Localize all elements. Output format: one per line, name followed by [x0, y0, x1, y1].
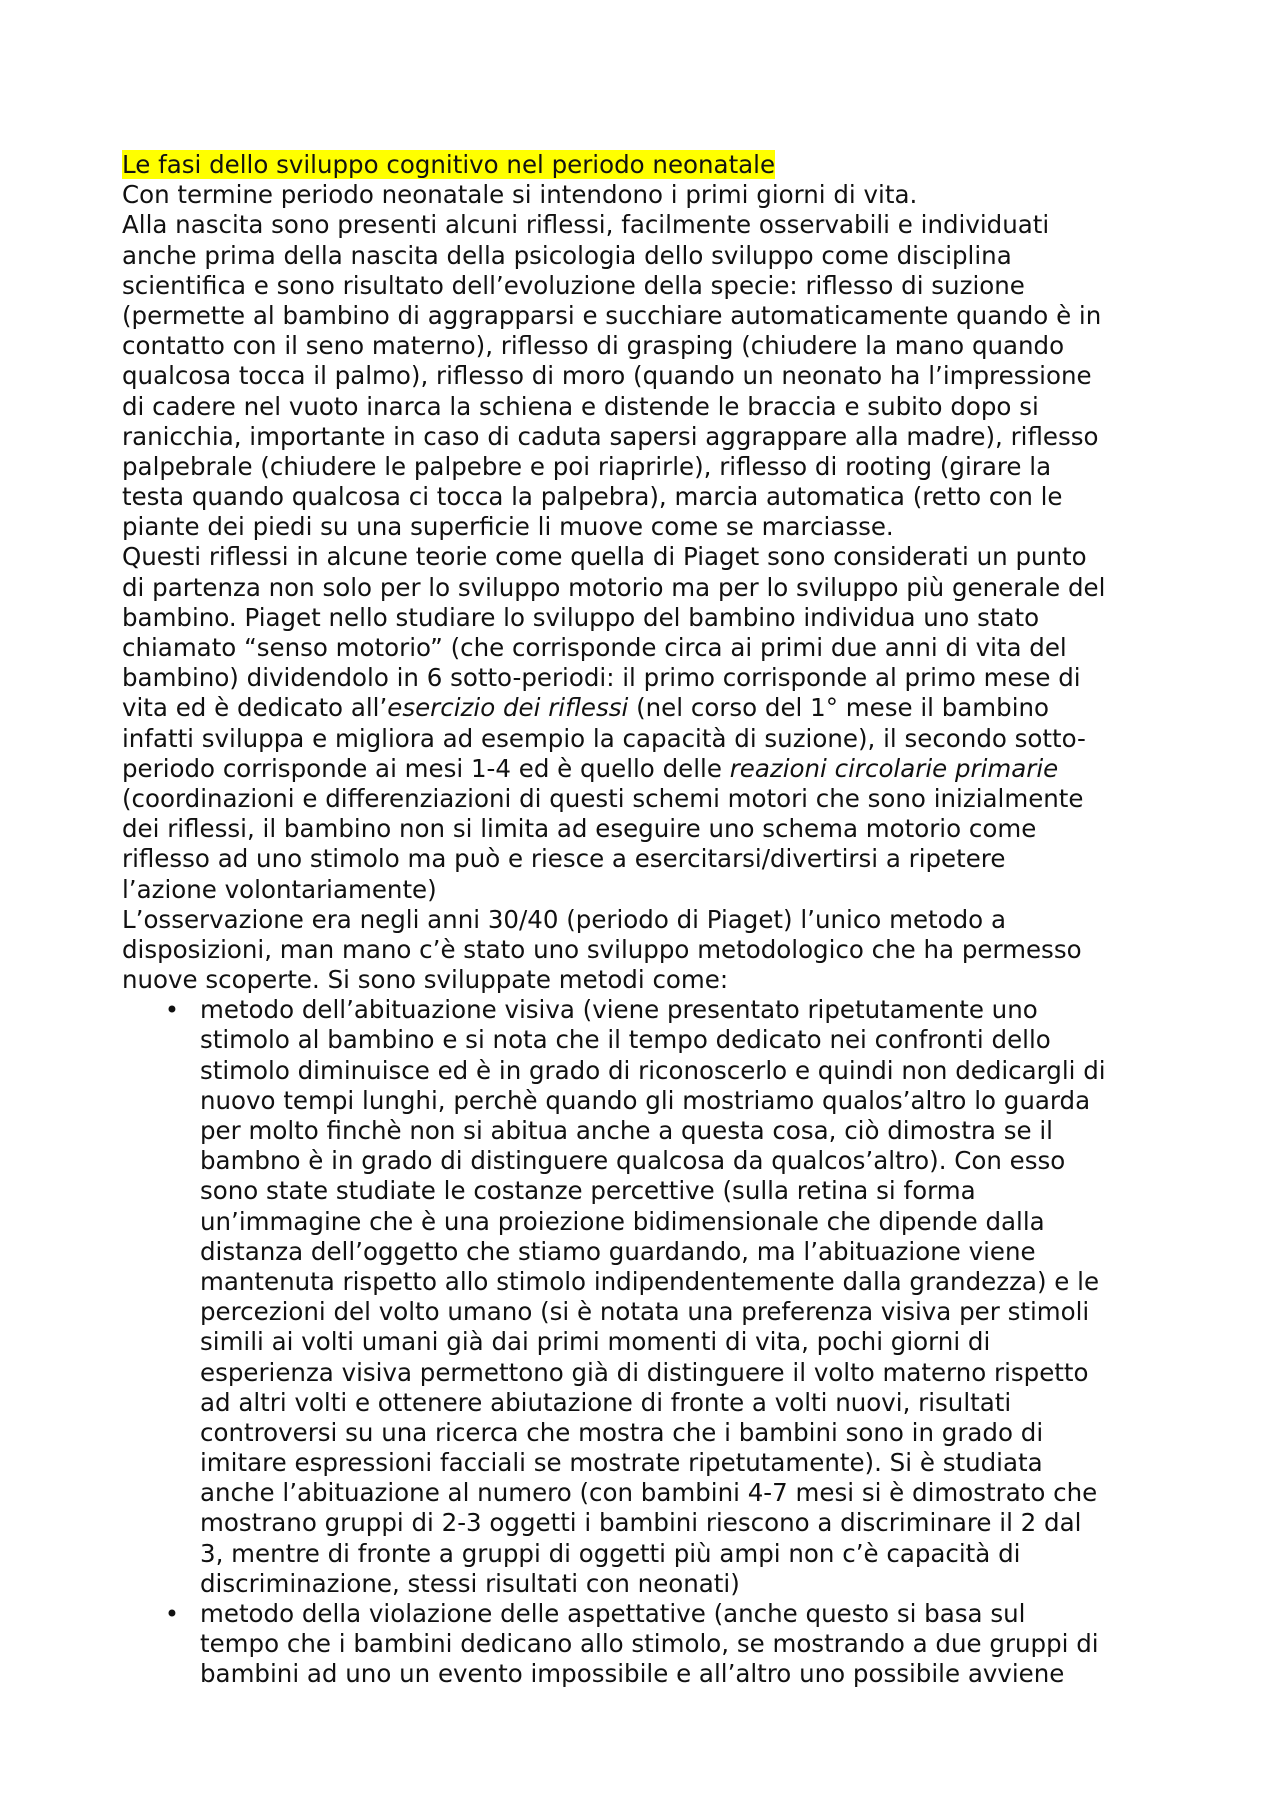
list-item-line: distanza dell’oggetto che stiamo guardando, ma l’abituazione viene: [200, 1236, 1036, 1266]
list-item-line: per molto finchè non si abitua anche a questa cosa, ciò dimostra se il: [200, 1116, 1053, 1145]
list-item: [122, 995, 1172, 1599]
list-item-line: simili ai volti umani già dai primi momenti di vita, pochi giorni di: [200, 1327, 991, 1357]
paragraph-line: Con termine periodo neonatale si intendono i primi giorni di vita.: [122, 180, 918, 210]
list-item-line: esperienza visiva permettono già di distinguere il volto materno rispetto: [200, 1357, 1089, 1387]
list-item-line: un’immagine che è una proiezione bidimensionale che dipende dalla: [200, 1206, 1045, 1236]
paragraph-line: testa quando qualcosa ci tocca la palpebra), marcia automatica (retto con le: [122, 482, 1063, 512]
list-item-line: sono state studiate le costanze percettive (sulla retina si forma: [200, 1176, 976, 1206]
list-item-line: nuovo tempi lunghi, perchè quando gli mostriamo qualos’altro lo guarda: [200, 1085, 1091, 1115]
list-item-line: metodo della violazione delle aspettative (anche questo si basa sul: [200, 1599, 1026, 1628]
paragraph-line: L’osservazione era negli anni 30/40 (periodo di Piaget) l’unico metodo a: [122, 904, 1006, 934]
paragraph-line: bambino) dividendolo in 6 sotto-periodi: il primo corrisponde al primo mese di: [122, 663, 1081, 693]
paragraph-line: riflesso ad uno stimolo ma può e riesce a esercitarsi/divertirsi a ripetere: [122, 844, 1006, 874]
paragraph-line: [122, 693, 1172, 723]
paragraph-line: Alla nascita sono presenti alcuni riflessi, facilmente osservabili e individuati: [122, 210, 1050, 240]
list-item-line: anche l’abituazione al numero (con bambini 4-7 mesi si è dimostrato che: [200, 1478, 1098, 1508]
paragraph-line: qualcosa tocca il palmo), riflesso di moro (quando un neonato ha l’impressione: [122, 361, 1092, 391]
list-item-line: bambno è in grado di distinguere qualcosa da qualcos’altro). Con esso: [200, 1146, 1066, 1176]
paragraph-line: bambino. Piaget nello studiare lo sviluppo del bambino individua uno stato: [122, 602, 1040, 632]
paragraph-line: di partenza non solo per lo sviluppo motorio ma per lo sviluppo più generale del: [122, 572, 1106, 602]
list-item-line: discriminazione, stessi risultati con neonati): [200, 1568, 740, 1598]
list-item: [122, 1599, 1172, 1690]
bullet-icon: •: [164, 996, 180, 1025]
paragraph-line: l’azione volontariamente): [122, 874, 437, 904]
paragraph-line: contatto con il seno materno), riflesso di grasping (chiudere la mano quando: [122, 331, 1065, 361]
text-run: vita ed è dedicato all’: [122, 693, 388, 723]
paragraph-line: (coordinazioni e differenziazioni di questi schemi motori che sono inizialmente: [122, 783, 1084, 813]
paragraph-line: anche prima della nascita della psicologia dello sviluppo come disciplina: [122, 240, 1012, 270]
list-item-line: stimolo al bambino e si nota che il tempo dedicato nei confronti dello: [200, 1025, 1051, 1055]
italic-term: esercizio dei riflessi: [387, 693, 629, 723]
bullet-icon: •: [164, 1600, 180, 1628]
list-item-line: bambini ad uno un evento impossibile e all’altro uno possibile avviene: [200, 1659, 1065, 1689]
paragraph-line: di cadere nel vuoto inarca la schiena e distende le braccia e subito dopo si: [122, 391, 1039, 421]
paragraph-line: palpebrale (chiudere le palpebre e poi riaprirle), riflesso di rooting (girare la: [122, 451, 1052, 481]
list-item-line: stimolo diminuisce ed è in grado di riconoscerlo e quindi non dedicargli di: [200, 1055, 1106, 1085]
list-item-line: 3, mentre di fronte a gruppi di oggetti più ampi non c’è capacità di: [200, 1538, 1021, 1568]
methods-list: [122, 995, 1172, 1689]
paragraph-line: disposizioni, man mano c’è stato uno sviluppo metodologico che ha permesso: [122, 934, 1082, 964]
text-run: periodo corrisponde ai mesi 1-4 ed è quello delle: [122, 753, 730, 783]
list-item-line: metodo dell’abituazione visiva (viene presentato ripetutamente uno: [200, 995, 1038, 1025]
document-body: [122, 150, 1172, 1690]
paragraph-line: piante dei piedi su una superficie li muove come se marciasse.: [122, 512, 894, 542]
paragraph-line: scientifica e sono risultato dell’evoluzione della specie: riflesso di suzione: [122, 270, 1025, 300]
paragraph-line: infatti sviluppa e migliora ad esempio la capacità di suzione), il secondo sotto-: [122, 723, 1086, 753]
paragraph-line: nuove scoperte. Si sono sviluppate metodi come:: [122, 965, 729, 995]
document-title: Le fasi dello sviluppo cognitivo nel periodo neonatale: [122, 150, 776, 179]
list-item-line: mostrano gruppi di 2-3 oggetti i bambini riescono a discriminare il 2 dal: [200, 1508, 1082, 1538]
list-item-line: ad altri volti e ottenere abiutazione di fronte a volti nuovi, risultati: [200, 1387, 1012, 1417]
paragraph-line: chiamato “senso motorio” (che corrisponde circa ai primi due anni di vita del: [122, 633, 1067, 662]
text-run: (nel corso del 1° mese il bambino: [628, 693, 1050, 723]
paragraph-line: (permette al bambino di aggrapparsi e succhiare automaticamente quando è in: [122, 300, 1102, 330]
paragraph-line: [122, 754, 1172, 784]
list-item-line: tempo che i bambini dedicano allo stimolo, se mostrando a due gruppi di: [200, 1629, 1099, 1659]
paragraph-line: ranicchia, importante in caso di caduta sapersi aggrappare alla madre), riflesso: [122, 421, 1099, 451]
list-item-line: percezioni del volto umano (si è notata una preferenza visiva per stimoli: [200, 1297, 1090, 1327]
list-item-line: controversi su una ricerca che mostra che i bambini sono in grado di: [200, 1417, 1044, 1447]
paragraph-line: Questi riflessi in alcune teorie come quella di Piaget sono considerati un punto: [122, 542, 1087, 572]
list-item-line: mantenuta rispetto allo stimolo indipendentemente dalla grandezza) e le: [200, 1266, 1100, 1296]
paragraph-line: dei riflessi, il bambino non si limita ad eseguire uno schema motorio come: [122, 814, 1037, 844]
italic-term: reazioni circolarie primarie: [729, 753, 1059, 783]
title-line: [122, 150, 1172, 180]
list-item-line: imitare espressioni facciali se mostrate ripetutamente). Si è studiata: [200, 1448, 1043, 1478]
